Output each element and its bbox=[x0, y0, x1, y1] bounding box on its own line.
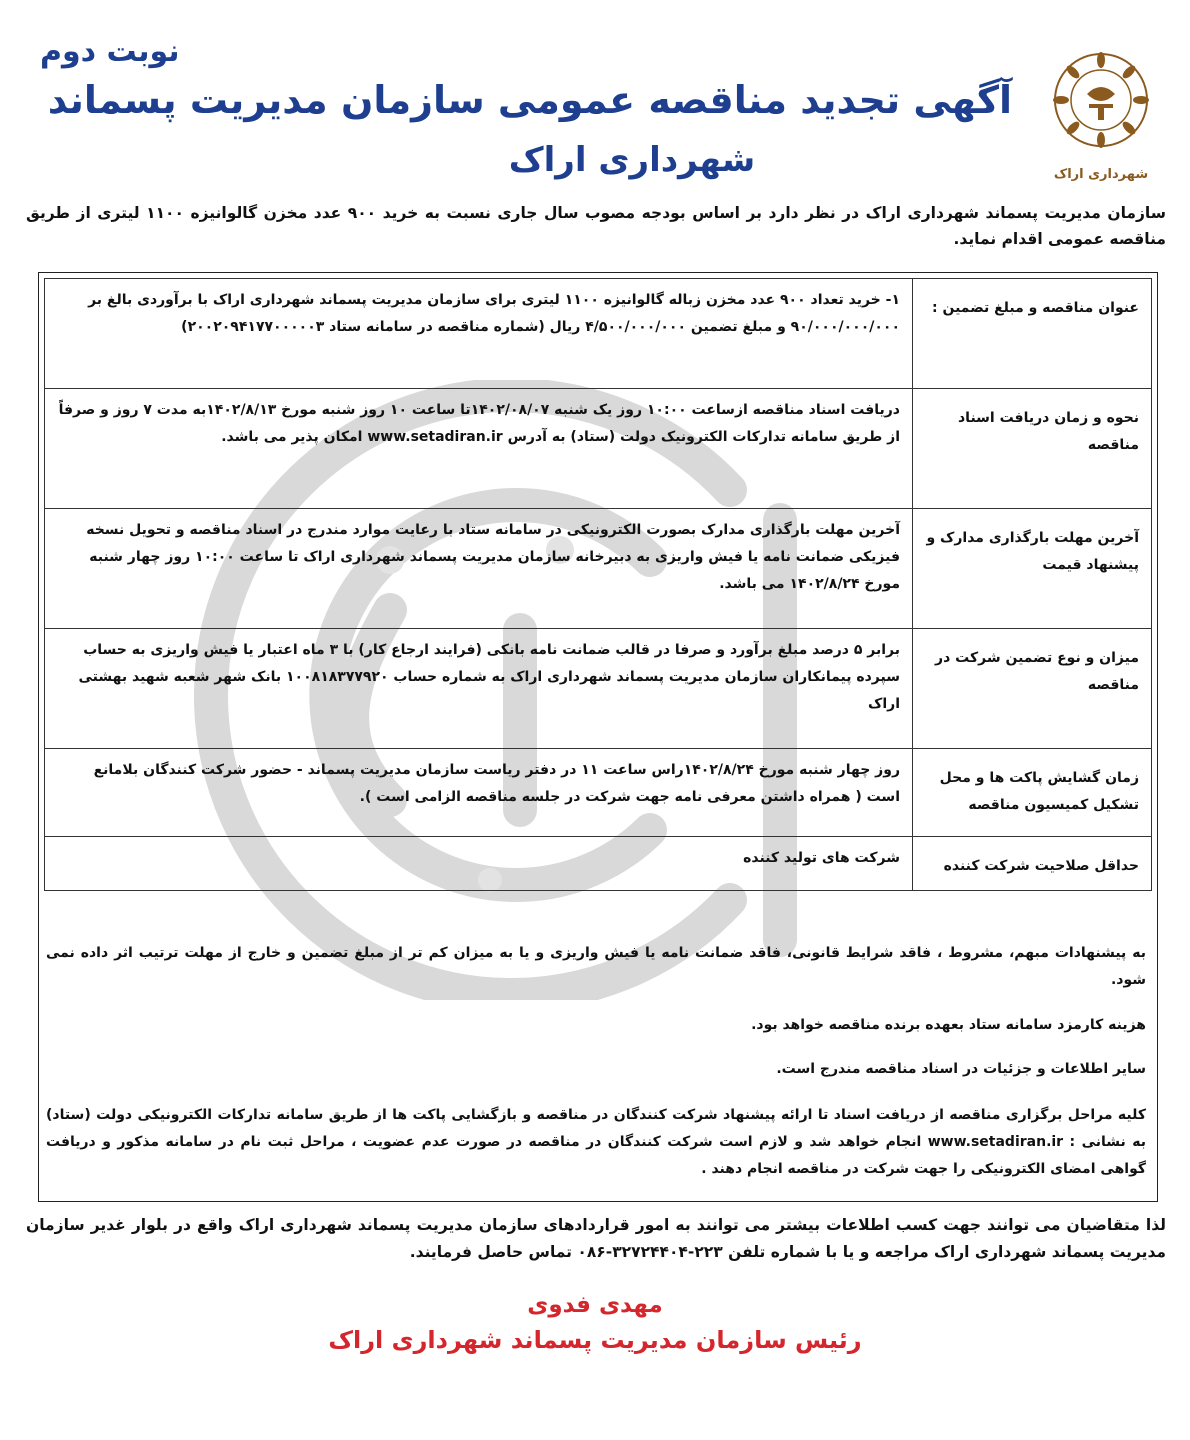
row-value: شرکت های تولید کننده bbox=[45, 837, 913, 891]
row-value: آخرین مهلت بارگذاری مدارک بصورت الکترونیکی در سامانه ستاد با رعایت موارد مندرج در اسناد مناقصه و تحویل نسخه فیزیکی ضمانت نامه یا فیش واریزی به دبیرخانه سازمان مدیریت پسماند شهرداری اراک تا ساعت ۱۰:۰۰ روز چهار شنبه مورخ ۱۴۰۲/۸/۲۴ می باشد. bbox=[45, 509, 913, 629]
table-row bbox=[45, 837, 1152, 891]
row-label: عنوان مناقصه و مبلغ تضمین : bbox=[913, 279, 1152, 389]
row-value: ۱- خرید تعداد ۹۰۰ عدد مخزن زباله گالوانیزه ۱۱۰۰ لیتری برای سازمان مدیریت پسماند شهرداری اراک با برآوردی بالغ بر ۹۰/۰۰۰/۰۰۰/۰۰۰ و مبلغ تضمین ۴/۵۰۰/۰۰۰/۰۰۰ ریال (شماره مناقصه در سامانه ستاد ۲۰۰۲۰۹۴۱۷۷۰۰۰۰۰۳) bbox=[45, 279, 913, 389]
row-label: زمان گشایش پاکت ها و محل تشکیل کمیسیون مناقصه bbox=[913, 749, 1152, 837]
note-paragraph: به پیشنهادات مبهم، مشروط ، فاقد شرایط قانونی، فاقد ضمانت نامه یا فیش واریزی و یا به میزان کم تر از مبلغ تضمین و خارج از مهلت ترتیب اثر داده نمی شود. bbox=[46, 945, 1146, 988]
publication-round: نوبت دوم bbox=[40, 34, 180, 69]
row-value: دریافت اسناد مناقصه ازساعت ۱۰:۰۰ روز یک شنبه ۱۴۰۲/۰۸/۰۷تا ساعت ۱۰ روز شنبه مورخ ۱۴۰۲/۸/۱۳به مدت ۷ روز و صرفاً از طریق سامانه تدارکات الکترونیک دولت (ستاد) به آدرس www.setadiran.ir امکان پذیر می باشد. bbox=[45, 389, 913, 509]
logo-caption: شهرداری اراک bbox=[1053, 167, 1149, 182]
signer-name: مهدی فدوی bbox=[527, 1292, 663, 1318]
row-label: میزان و نوع تضمین شرکت در مناقصه bbox=[913, 629, 1152, 749]
municipality-logo bbox=[1040, 28, 1162, 196]
row-label: حداقل صلاحیت شرکت کننده bbox=[913, 837, 1152, 891]
row-label: نحوه و زمان دریافت اسناد مناقصه bbox=[913, 389, 1152, 509]
notice-title: آگهی تجدید مناقصه عمومی سازمان مدیریت پسماند bbox=[47, 78, 1012, 122]
row-value: روز چهار شنبه مورخ ۱۴۰۲/۸/۲۴راس ساعت ۱۱ در دفتر ریاست سازمان مدیریت پسماند - حضور شرکت کنندگان بلامانع است ( همراه داشتن معرفی نامه جهت شرکت در جلسه مناقصه الزامی است ). bbox=[45, 749, 913, 837]
table-row bbox=[45, 749, 1152, 837]
note-paragraph: کلیه مراحل برگزاری مناقصه از دریافت اسناد تا ارائه پیشنهاد شرکت کنندگان در مناقصه و بازگشایی پاکت ها از طریق سامانه تدارکات الکترونیکی دولت (ستاد) به نشانی : www.setadiran.ir انجام خواهد شد و لازم است شرکت کنندگان در مناقصه در صورت عدم عضویت ، مراحل ثبت نام در سامانه مذکور و دریافت گواهی امضای الکترونیکی را جهت شرکت در مناقصه انجام دهند . bbox=[46, 1107, 1146, 1177]
table-row bbox=[45, 509, 1152, 629]
note-paragraph: هزینه کارمزد سامانه ستاد بعهده برنده مناقصه خواهد بود. bbox=[751, 1017, 1146, 1033]
row-value: برابر ۵ درصد مبلغ برآورد و صرفا در قالب ضمانت نامه بانکی (فرایند ارجاع کار) با ۳ ماه اعتبار یا فیش واریزی به حساب سپرده پیمانکاران سازمان مدیریت پسماند شهرداری اراک به شماره حساب ۱۰۰۸۱۸۳۷۷۹۲۰ بانک شهر شعبه شهید بهشتی اراک bbox=[45, 629, 913, 749]
table-row bbox=[45, 279, 1152, 389]
notice-subtitle: شهرداری اراک bbox=[508, 140, 756, 180]
table-row bbox=[45, 629, 1152, 749]
table-row bbox=[45, 389, 1152, 509]
signer-title: رئیس سازمان مدیریت پسماند شهرداری اراک bbox=[328, 1326, 862, 1354]
tender-details-table bbox=[44, 278, 1152, 891]
note-paragraph: سایر اطلاعات و جزئیات در اسناد مناقصه مندرج است. bbox=[776, 1061, 1146, 1077]
intro-paragraph: سازمان مدیریت پسماند شهرداری اراک در نظر دارد بر اساس بودجه مصوب سال جاری نسبت به خرید ۹۰۰ عدد مخزن گالوانیزه ۱۱۰۰ لیتری از طریق مناقصه عمومی اقدام نماید. bbox=[26, 204, 1166, 248]
row-label: آخرین مهلت بارگذاری مدارک و پیشنهاد قیمت bbox=[913, 509, 1152, 629]
contact-paragraph: لذا متقاضیان می توانند جهت کسب اطلاعات بیشتر می توانند به امور قراردادهای سازمان مدیریت پسماند شهرداری اراک واقع در بلوار غدیر سازمان مدیریت پسماند شهرداری اراک مراجعه و یا با شماره تلفن ۲۲۳-۳۲۷۲۴۴۰۴-۰۸۶ تماس حاصل فرمایند. bbox=[26, 1216, 1166, 1261]
